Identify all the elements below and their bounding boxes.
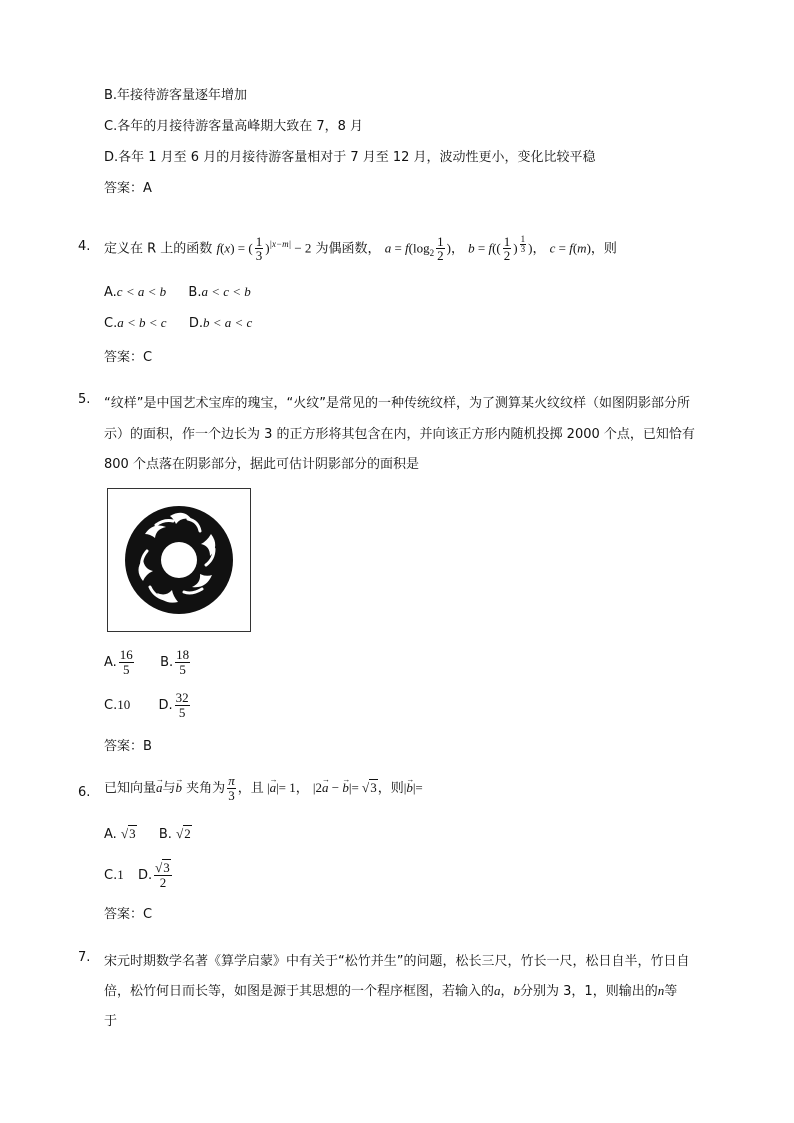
q5-stem-line2: 示）的面积，作一个边长为 3 的正方形将其包含在内，并向该正方形内随机投掷 2000 个点，已知恰有 xyxy=(104,427,695,442)
q5-number: 5. xyxy=(78,392,91,407)
q4-option-d-label: D. xyxy=(188,316,203,331)
q4-tail: ，则 xyxy=(590,241,617,257)
q6-option-c-label: C. xyxy=(104,868,118,883)
q6-stem: 已知向量→ a与→ b 夹角为 $\frac{\pi}{3}$ ，且 |→ a|= 1， |2→ a − → b|= √3，则|→ b|= xyxy=(104,772,423,805)
q5-option-d-denominator: 5 xyxy=(178,705,186,720)
q5-options-row1 xyxy=(104,648,192,678)
q4-mid: 为偶函数， xyxy=(315,241,381,257)
fraction: $\frac{\pi}{3}$ xyxy=(228,773,235,803)
q4-options-row1 xyxy=(104,284,251,300)
q5-option-b-label: B. xyxy=(160,655,174,670)
q7-number: 7. xyxy=(78,950,91,965)
fire-pattern-figure xyxy=(107,488,251,632)
q4-number: 4. xyxy=(78,239,91,254)
q6-option-d-label: D. xyxy=(138,868,153,883)
q4-answer: 答案：C xyxy=(104,350,153,365)
q4-stem: 定义在 R 上的函数 f(x) = ( $\frac{1}{3}$ )$^{|x-m|}$ − 2 为偶函数， $a = f(\log_2$ $\frac{1}{2}$ )， b = f(( $\frac{1}{2}$ ) $^{\frac{1}{3}}$ )， c = f(m)，则 xyxy=(104,233,617,264)
q6-then: ，则 xyxy=(377,781,404,796)
fire-pattern-image xyxy=(108,489,250,631)
q5-answer: 答案：B xyxy=(104,739,152,754)
q6-angle-text: 夹角为 xyxy=(186,781,226,796)
q5-option-c: 10 xyxy=(117,697,131,712)
q4-option-a: c < a < b xyxy=(116,284,167,299)
q4-option-a-label: A. xyxy=(104,285,117,300)
q7-line2c: 等 xyxy=(664,984,678,999)
q7-stem-line1: 宋元时期数学名著《算学启蒙》中有关于“松竹并生”的问题，松长三尺，竹长一尺，松日自半，竹日自 xyxy=(104,954,690,969)
q5-option-b-fraction xyxy=(175,648,190,676)
q6-lead: 已知向量 xyxy=(104,781,157,796)
q7-stem-line3: 于 xyxy=(104,1014,118,1029)
q5-option-a-numerator: 16 xyxy=(119,647,133,663)
q6-cond: ，且 xyxy=(237,781,264,796)
q6-number: 6. xyxy=(78,785,91,800)
q4-option-b: a < c < b xyxy=(201,284,251,299)
q5-option-b-numerator: 18 xyxy=(176,647,190,663)
q6-options-row2 xyxy=(104,858,174,893)
q6-option-a-label: A. xyxy=(104,827,117,842)
q6-and: 与 xyxy=(162,781,176,796)
q5-option-a-fraction xyxy=(119,648,134,676)
q5-option-d-numerator: 32 xyxy=(175,690,189,706)
q7-line2b: 分别为 3，1，则输出的 xyxy=(520,984,658,999)
q5-option-d-label: D. xyxy=(158,698,173,713)
q3-option-d: D.各年 1 月至 6 月的月接待游客量相对于 7 月至 12 月，波动性更小，变化比较平稳 xyxy=(104,150,596,165)
fraction: $\frac{√3}{2}$ xyxy=(155,860,170,890)
q5-option-c-label: C. xyxy=(104,698,118,713)
fraction: $\frac{1}{2}$ xyxy=(437,233,444,264)
q4-options-row2 xyxy=(104,315,252,331)
q5-options-row2 xyxy=(104,690,192,721)
q4-option-b-label: B. xyxy=(188,285,202,300)
q4-option-d: b < a < c xyxy=(202,315,253,330)
q5-option-b-denominator: 5 xyxy=(179,662,186,677)
q7-line2a: 倍，松竹何日而长等，如图是源于其思想的一个程序框图，若输入的 xyxy=(104,984,495,999)
q6-option-b-label: B. xyxy=(158,827,172,842)
q5-option-a-denominator: 5 xyxy=(123,662,130,677)
q6-answer: 答案：C xyxy=(104,907,153,922)
q5-stem-line1: “纹样”是中国艺术宝库的瑰宝，“火纹”是常见的一种传统纹样，为了测算某火纹纹样（如图阴影部分所 xyxy=(104,396,690,411)
q3-option-b: B.年接待游客量逐年增加 xyxy=(104,88,248,103)
fraction: $\frac{1}{2}$ xyxy=(503,233,511,264)
q5-option-a-label: A. xyxy=(104,655,117,670)
q7-stem-line2: 倍，松竹何日而长等，如图是源于其思想的一个程序框图，若输入的a，b分别为 3，1，则输出的n等 xyxy=(104,983,678,999)
q4-option-c: a < b < c xyxy=(117,315,167,330)
q6-option-c: 1 xyxy=(117,867,124,882)
q5-stem-line3: 800 个点落在阴影部分，据此可估计阴影部分的面积是 xyxy=(104,457,419,472)
q3-answer: 答案：A xyxy=(104,181,152,196)
q4-option-c-label: C. xyxy=(104,316,118,331)
fraction: $\frac{1}{3}$ xyxy=(255,233,263,264)
fraction: 1 3 xyxy=(520,233,526,254)
q3-option-c: C.各年的月接待游客量高峰期大致在 7，8 月 xyxy=(104,119,364,134)
q5-option-d-fraction xyxy=(175,691,190,719)
q6-options-row1: A. √3 B. √2 xyxy=(104,826,191,842)
q4-lead: 定义在 R 上的函数 xyxy=(104,241,213,257)
